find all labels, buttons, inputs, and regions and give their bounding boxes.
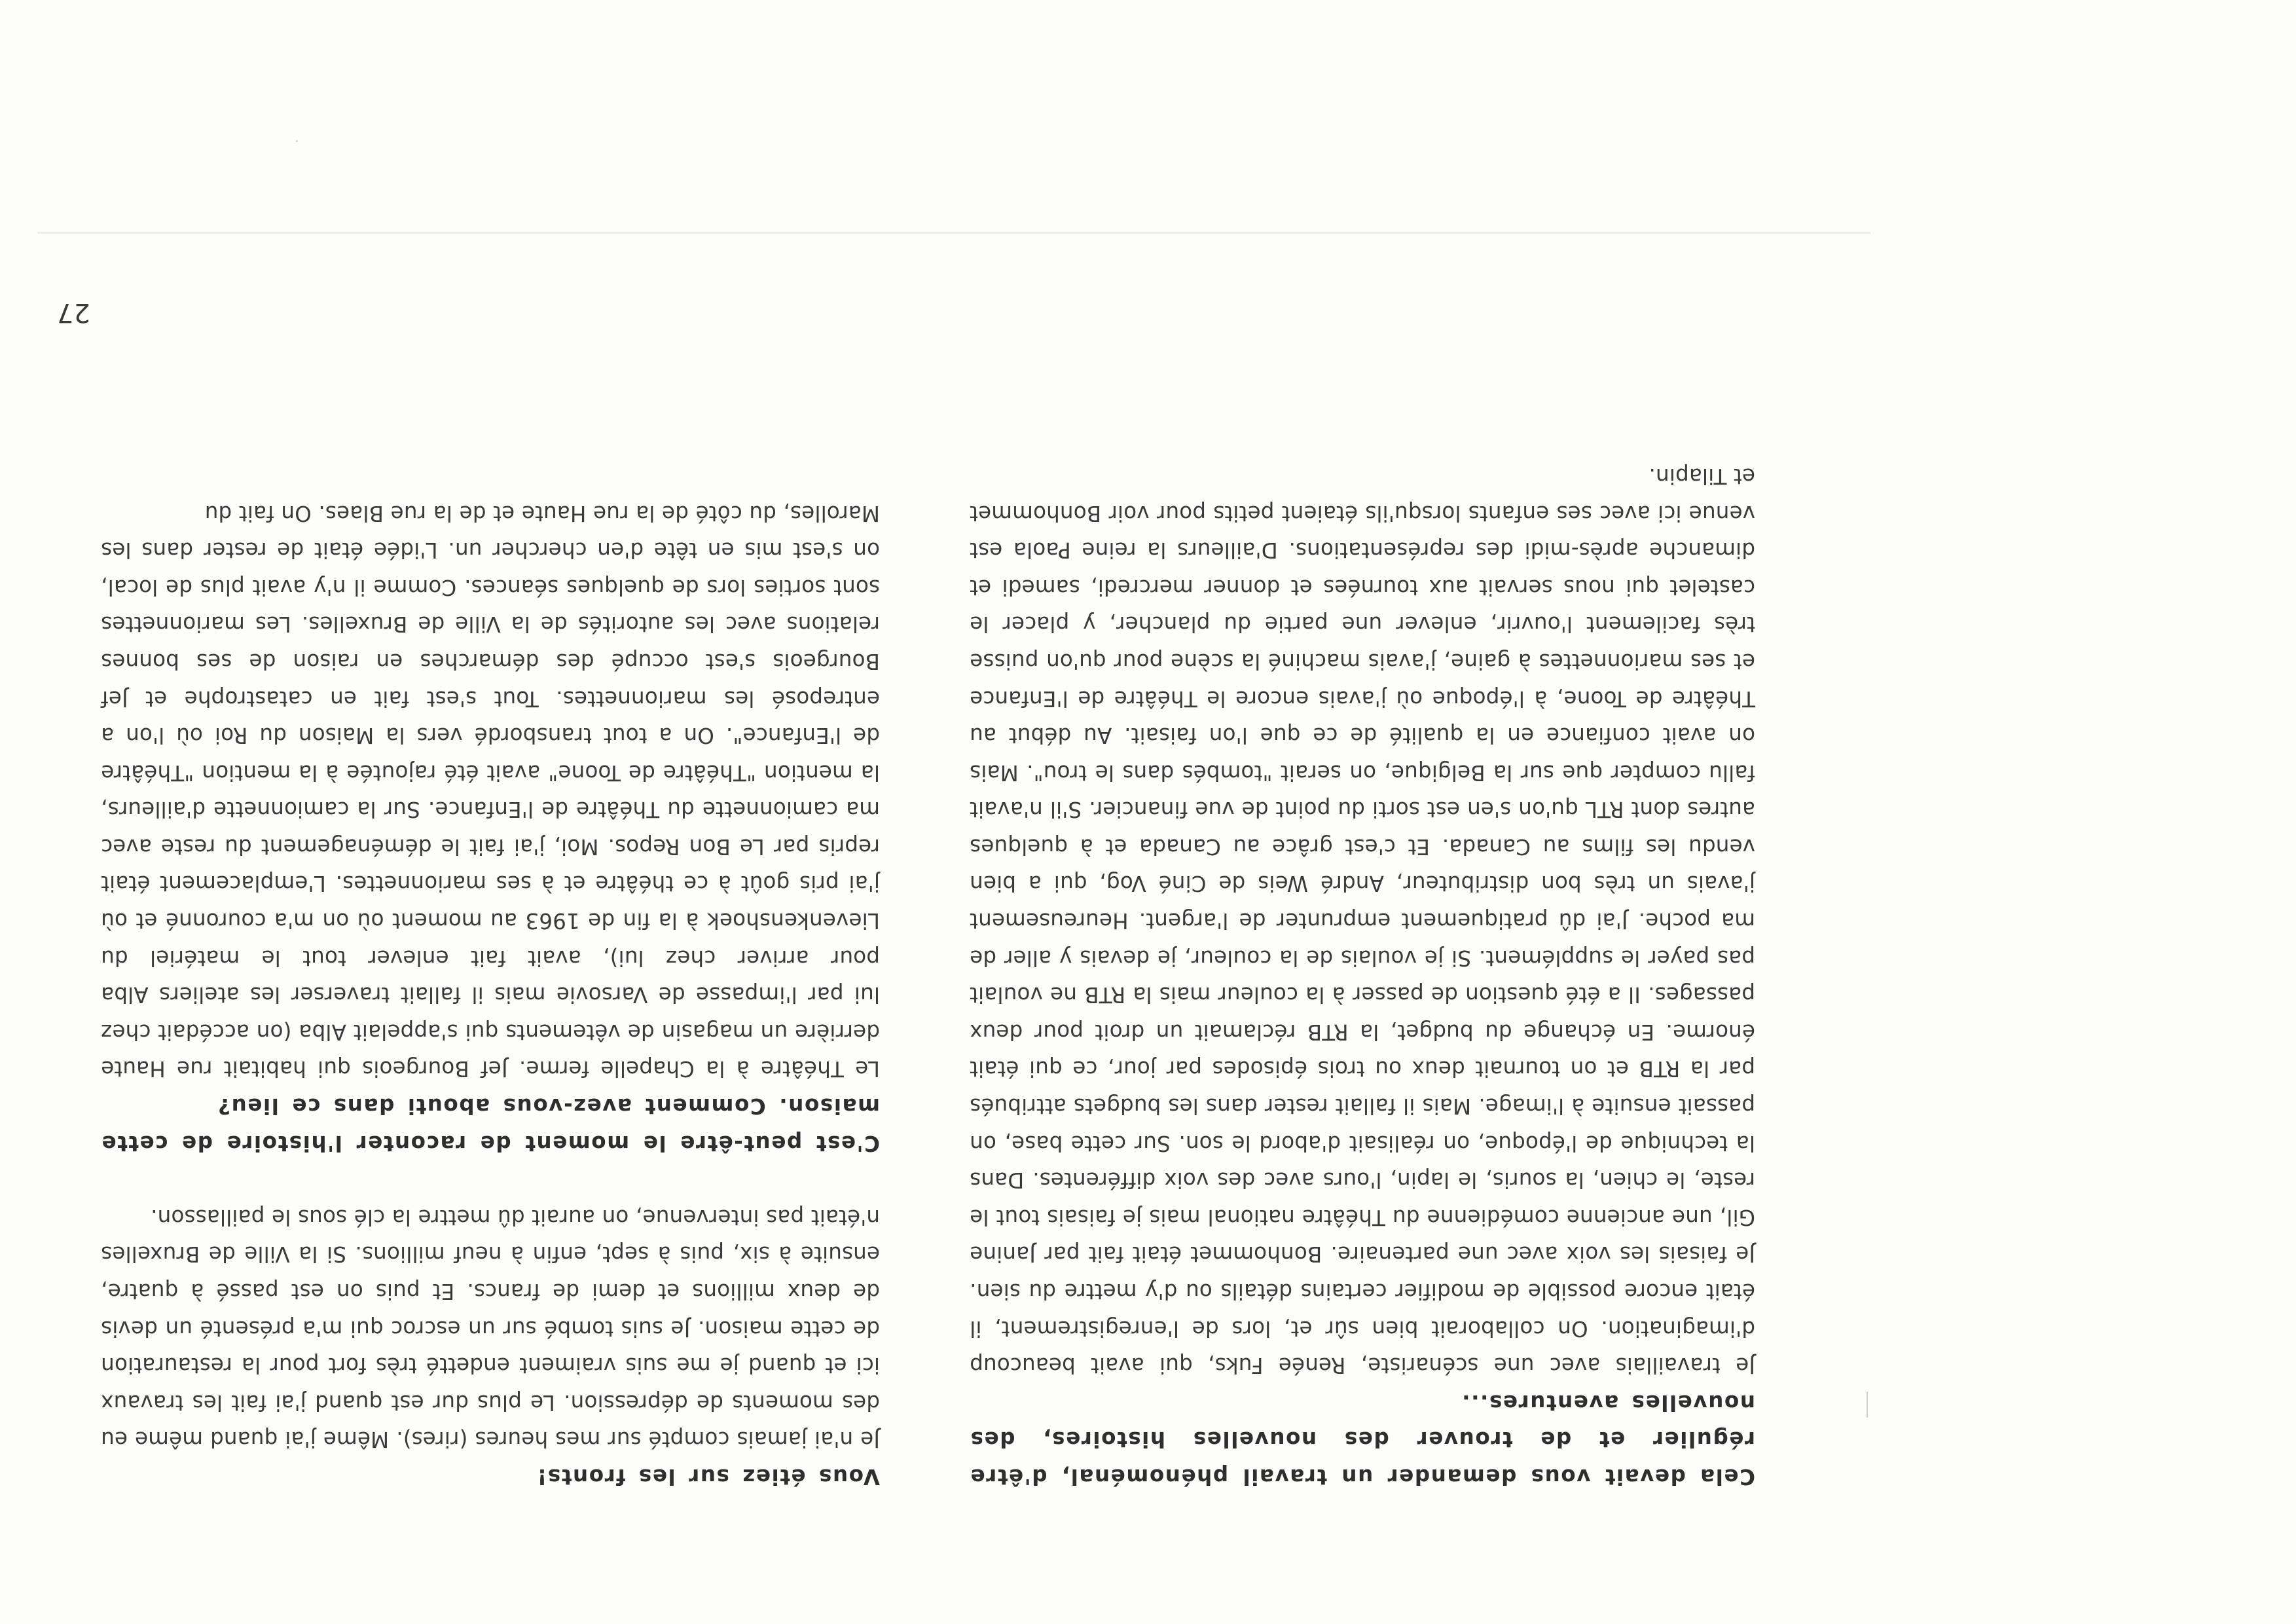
page-fold-line bbox=[37, 232, 1870, 234]
interview-question: Vous étiez sur les fronts! bbox=[536, 1464, 880, 1489]
interview-question: Cela devait vous demander un travail phénoménal, d'être régulier et de trouver des nouvelles histoires, des nouvelles aventures... bbox=[970, 1390, 1755, 1489]
interview-answer: Le Théâtre à la Chapelle ferme. Jef Bourgeois qui habitait rue Haute derrière un magasin de vêtements qui s'appelait Alba (on accédait chez lui par l'impasse de Varsovie mais il fallait traverser les ateliers Alba pour arriver chez lui), avait fait enlever tout le matériel du Lievenkenshoek à la fin de 1963 au moment où on m'a couronné et où j'ai pris goût à ce théâtre et à ses marionnettes. L'emplacement était repris par Le Bon Repos. Moi, j'ai fait le déménagement du reste avec ma camionnette du Théâtre de l'Enfance. Sur la camionnette d'ailleurs, la mention "Théâtre de Toone" avait été rajoutée à la mention "Théâtre de l'Enfance". On a tout transbordé vers la Maison du Roi où l'on a entreposé les marionnettes. Tout s'est fait en catastrophe et Jef Bourgeois s'est occupé des démarches en raison de ses bonnes relations avec les autorités de la Ville de Bruxelles. Les marionnettes sont sorties lors de quelques séances. Comme il n'y avait plus de local, on s'est mis en tête d'en chercher un. L'idée était de rester dans les Marolles, du côté de la rue Haute et de la rue Blaes. On fait du bbox=[101, 500, 880, 1082]
interview-answer: Je travaillais avec une scénariste, Renée Fuks, qui avait beaucoup d'imagination. On collaborait bien sûr et, lors de l'enregistrement, il était encore possible de modifier certains détails ou d'y mettre du sien. Je faisais les voix avec une partenaire. Bonhommet était fait par Janine Gil, une ancienne comédienne du Théâtre national mais je faisais tout le reste, le chien, la souris, le lapin, l'ours avec des voix différentes. Dans la technique de l'époque, on réalisait d'abord le son. Sur cette base, on passait ensuite à l'image. Mais il fallait rester dans les budgets attribués par la RTB et on tournait deux ou trois épisodes par jour, ce qui était énorme. En échange du budget, la RTB réclamait un droit pour deux passages. Il a été question de passer à la couleur mais la RTB ne voulait pas payer le supplément. Si je voulais de la couleur, je devais y aller de ma poche. J'ai dû pratiquement emprunter de l'argent. Heureusement j'avais un très bon distributeur, André Weis de Ciné Vog, qui a bien vendu les films au Canada. Et c'est grâce au Canada et à quelques autres dont RTL qu'on s'en est sorti du point de vue financier. S'il n'avait fallu compter que sur la Belgique, on serait "tombés dans le trou". Mais on avait confiance en la qualité de ce que l'on faisait. Au début au Théâtre de Toone, à l'époque où j'avais encore le Théâtre de l'Enfance et ses marionnettes à gaine, j'avais machiné la scène pour qu'on puisse très facilement l'ouvrir, enlever une partie du plancher, y placer le castelet qui nous servait aux tournées et donner mercredi, samedi et dimanche après-midi des représentations. D'ailleurs la reine Paola est venue ici avec ses enfants lorsqu'ils étaient petits pour voir Bonhommet et Tilapin. bbox=[970, 463, 1755, 1378]
scan-speck bbox=[1867, 1392, 1868, 1418]
page-number: 27 bbox=[57, 297, 90, 327]
scan-speck bbox=[296, 140, 298, 142]
right-text-column bbox=[101, 494, 880, 1495]
paragraph-gap bbox=[101, 1162, 880, 1199]
interview-answer: Je n'ai jamais compté sur mes heures (rires). Même j'ai quand même eu des moments de dépression. Le plus dur est quand j'ai fait les travaux ici et quand je me suis vraiment endetté très fort pour la restauration de cette maison. Je suis tombé sur un escroc qui m'a présenté un devis de deux millions et demi de francs. Et puis on est passé à quatre, ensuite à six, puis à sept, enfin à neuf millions. Si la Ville de Bruxelles n'était pas intervenue, on aurait dû mettre la clé sous le paillasson. bbox=[101, 1204, 880, 1452]
interview-question: C'est peut-être le moment de raconter l'histoire de cette maison. Comment avez-vous abouti dans ce lieu? bbox=[101, 1094, 880, 1156]
left-text-column bbox=[970, 457, 1755, 1495]
